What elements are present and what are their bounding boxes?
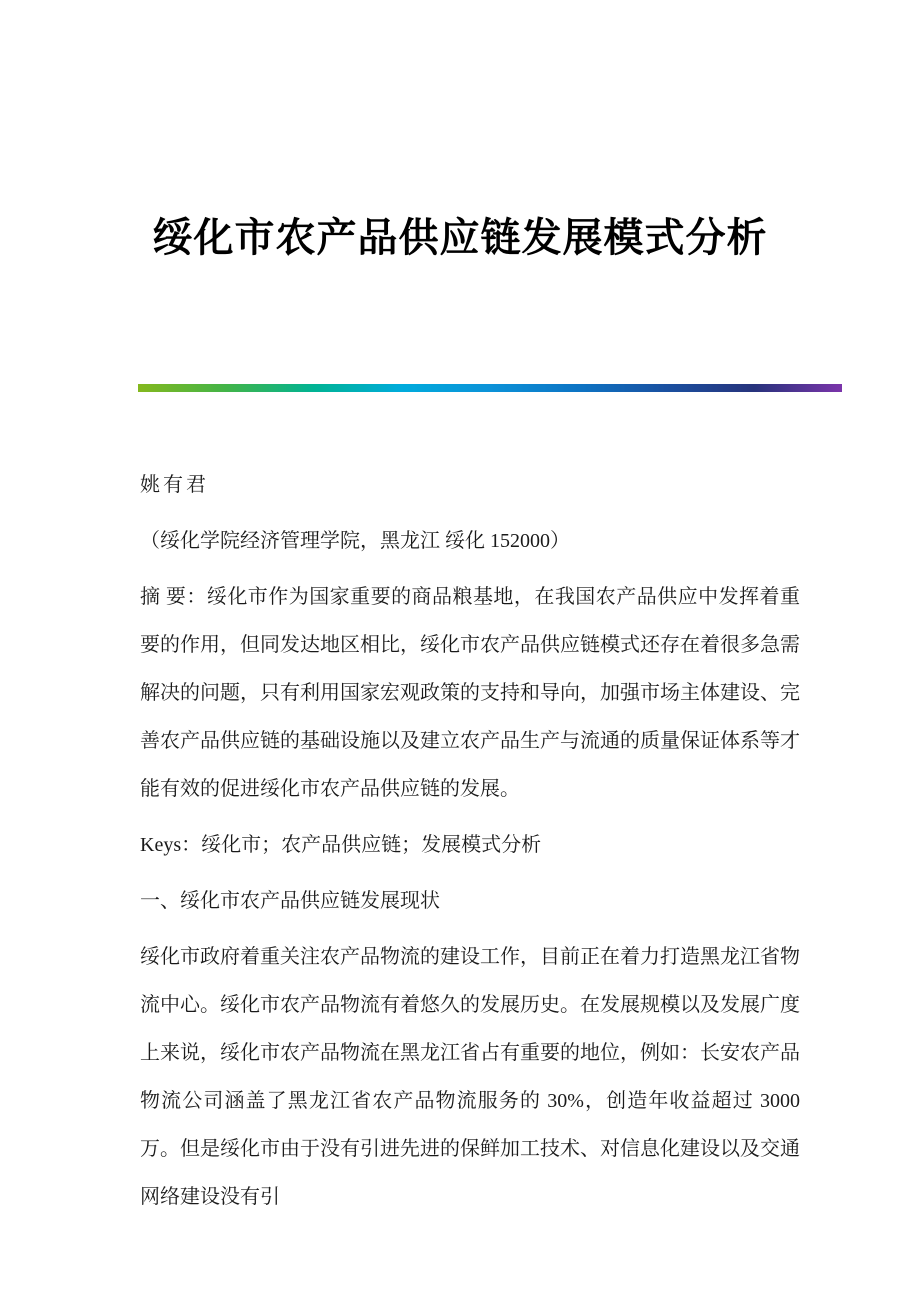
- affiliation-line: （绥化学院经济管理学院，黑龙江 绥化 152000）: [140, 530, 570, 552]
- abstract-paragraph: 摘 要：绥化市作为国家重要的商品粮基地，在我国农产品供应中发挥着重要的作用，但同发达地区相比，绥化市农产品供应链模式还存在着很多急需解决的问题，只有利用国家宏观政策的支持和导向，加强市场主体建设、完善农产品供应链的基础设施以及建立农产品生产与流通的质量保证体系等才能有效的促进绥化市农产品供应链的发展。: [140, 586, 800, 800]
- keywords-line: Keys：绥化市；农产品供应链；发展模式分析: [140, 834, 542, 856]
- gradient-divider-bar: [138, 384, 842, 392]
- author-name: 姚有君: [140, 474, 209, 496]
- section-heading: 一、绥化市农产品供应链发展现状: [140, 890, 440, 912]
- document-title: 绥化市农产品供应链发展模式分析: [152, 215, 768, 260]
- document-content: [140, 461, 800, 1221]
- body-paragraph: 绥化市政府着重关注农产品物流的建设工作，目前正在着力打造黑龙江省物流中心。绥化市农产品物流有着悠久的发展历史。在发展规模以及发展广度上来说，绥化市农产品物流在黑龙江省占有重要的地位，例如：长安农产品物流公司涵盖了黑龙江省农产品物流服务的 30%，创造年收益超过 3000 万。但是绥化市由于没有引进先进的保鲜加工技术、对信息化建设以及交通网络建设没有引: [140, 946, 800, 1208]
